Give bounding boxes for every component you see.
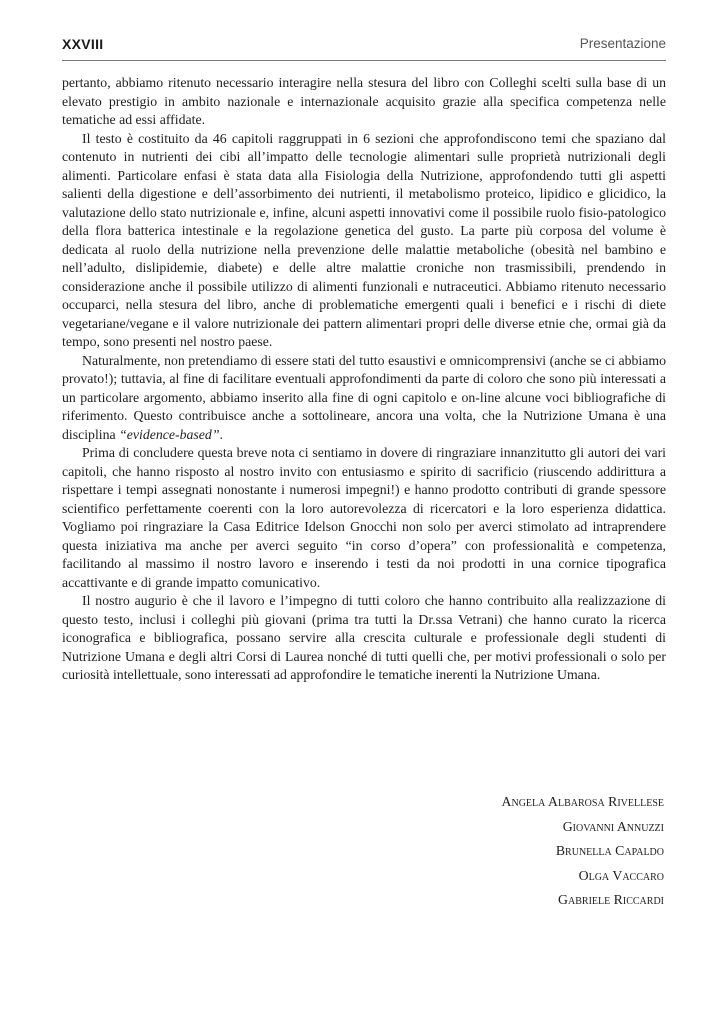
paragraph-3-text: Naturalmente, non pretendiamo di essere stati del tutto esaustivi e omnicomprensivi (anche se ci abbiamo provato!); tuttavia, al fine di facilitare eventuali approfondimenti da parte di coloro che sono più interessati a un particolare argomento, abbiamo inserito alla fine di ogni capitolo e on-line alcune voci bibliografiche di riferimento. Questo contribuisce anche a sottolineare, ancora una volta, che la Nutrizione Umana è una disciplina <box>62 352 666 442</box>
body-text <box>62 74 666 685</box>
author-name: Giovanni Annuzzi <box>562 818 664 834</box>
paragraph-4: Prima di concludere questa breve nota ci sentiamo in dovere di ringraziare innanzitutto gli autori dei vari capitoli, che hanno risposto al nostro invito con entusiasmo e spirito di sacrificio (riuscendo addirittura a rispettare i tempi assegnati nonostante i numerosi impegni!) e hanno prodotto contributi di grande spessore scientifico perfettamente coerenti con la loro autorevolezza di ricercatori e la loro esperienza didattica. Vogliamo poi ringraziare la Casa Editrice Idelson Gnocchi non solo per averci stimolato ad intraprendere questa iniziativa ma anche per averci seguito “in corso d’opera” con professionalità e competenza, facilitando al massimo il nostro lavoro e inserendo i testi da noi prodotti in una cornice tipografica accattivante e di grande impatto comunicativo. <box>62 445 666 590</box>
paragraph-2: Il testo è costituito da 46 capitoli raggruppati in 6 sezioni che approfondiscono temi che spaziano dal contenuto in nutrienti dei cibi all’impatto delle tecnologie alimentari sulle proprietà nutrizionali degli alimenti. Particolare enfasi è stata data alla Fisiologia della Nutrizione, approfondendo tutti gli aspetti salienti della digestione e dell’assorbimento dei nutrienti, il metabolismo proteico, lipidico e glicidico, la valutazione dello stato nutrizionale e, infine, alcuni aspetti innovativi come il possibile ruolo fisio-patologico della flora batterica intestinale e la regolazione genetica del gusto. La parte più corposa del volume è dedicata al ruolo della nutrizione nella prevenzione delle malattie metaboliche (obesità nel bambino e nell’adulto, dislipidemie, diabete) e delle altre malattie croniche non trasmissibili, prendendo in considerazione anche il possibile utilizzo di alimenti funzionali e nutraceutici. Abbiamo ritenuto necessario occuparci, nella stesura del libro, anche di problematiche emergenti quali i benefici e i rischi di diete vegetariane/vegane e il valore nutrizionale dei pattern alimentari propri delle diverse etnie che, ormai già da tempo, sono presenti nel nostro paese. <box>62 130 666 349</box>
evidence-based-emphasis: “evidence-based” <box>119 426 220 442</box>
author-name: Angela Albarosa Rivellese <box>501 794 664 809</box>
paragraph-3-end: . <box>219 426 223 442</box>
page-number: XXVIII <box>62 36 104 52</box>
paragraph-3 <box>62 352 666 445</box>
author-name: Gabriele Riccardi <box>558 892 664 907</box>
running-head: Presentazione <box>579 36 666 51</box>
author-name: Olga Vaccaro <box>578 867 664 883</box>
page-header <box>62 36 666 58</box>
author-signatures <box>502 790 664 913</box>
header-rule <box>62 60 666 61</box>
author-name: Brunella Capaldo <box>555 843 664 858</box>
paragraph-5: Il nostro augurio è che il lavoro e l’impegno di tutti coloro che hanno contribuito alla realizzazione di questo testo, inclusi i colleghi più giovani (prima tra tutti la Dr.ssa Vetrani) che hanno curato la ricerca iconografica e bibliografica, possano servire alla crescita culturale e professionale degli studenti di Nutrizione Umana e degli altri Corsi di Laurea nonché di tutti quelli che, per motivi professionali o solo per curiosità intellettuale, sono interessati ad approfondire le tematiche inerenti la Nutrizione Umana. <box>62 593 666 682</box>
paragraph-1: pertanto, abbiamo ritenuto necessario interagire nella stesura del libro con Colleghi scelti sulla base di un elevato prestigio in ambito nazionale e internazionale acquisito grazie alla specifica competenza nelle tematiche ad essi affidate. <box>62 75 666 127</box>
